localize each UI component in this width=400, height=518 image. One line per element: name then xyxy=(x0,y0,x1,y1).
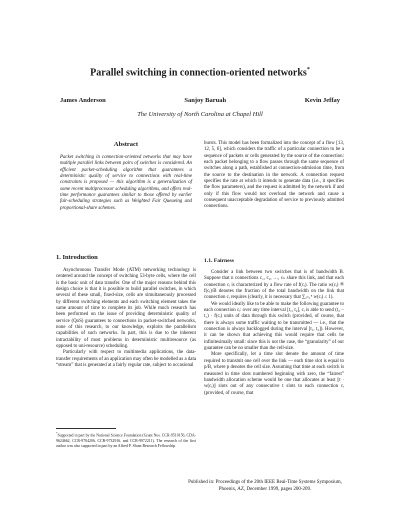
body-paragraph: More specifically, let a time slot denote the amount of time required to transmit one cell over the link — each time slot is equal to p/B, where p denotes the cell size. Assuming that time at each switch is measured in time slots numbered beginning with zero, the “fairest” bandwidth allocation scheme would be one that allocates at least ⌊t · w(cᵢ)⌋ slots out of any consecutive t slots to each connection cᵢ (provided, of course, that xyxy=(204,352,344,396)
body-paragraph: Consider a link between two switches that is of bandwidth B. Suppose that n connections c₁, c₂, …, cₙ share this link, and that each connection cᵢ is characterized by a flow rate of f(cᵢ). The ratio w(cᵢ) ≝ f(cᵢ)/B denotes the fraction of the total bandwidth on the link that connection cᵢ requires (clearly, it is necessary that ∑ᵢ₌₁ⁿ w(cᵢ) ≤ 1). xyxy=(204,270,344,301)
paper-title-text: Parallel switching in connection-oriented networks xyxy=(90,67,307,79)
author-name: James Anderson xyxy=(60,97,106,104)
section-heading-introduction: 1. Introduction xyxy=(56,254,98,261)
introduction-paragraph: Particularly with respect to multimedia applications, the data-transfer requirements of an application may often be modelled as a data “stream” that is generated at a fairly regular rate, subject to occasional xyxy=(56,350,197,369)
introduction-body xyxy=(56,268,196,370)
footnote-marker: * xyxy=(56,431,58,435)
publication-note-line: Phoenix, AZ, December 1999, pages 200-209. xyxy=(218,486,312,492)
publication-note xyxy=(150,480,380,493)
publication-note-line: Published in: Proceedings of the 20th IEEE Real-Time Systems Symposium, xyxy=(188,480,342,485)
subsection-heading-fairness: 1.1. Fairness xyxy=(204,258,234,264)
abstract-text: Packet switching in connection-oriented networks that may have multiple parallel links between pairs of switches is considered. An efficient packet-scheduling algorithm that guarantees a deterministic quality of service to connections with real-time constraints is proposed — this algorithm is a generalization of some recent multiprocessor scheduling algorithms, and offers real-time performance guarantees similar to those offered by earlier fair-scheduling strategies such as Weighted Fair Queueing and proportional-share schemes. xyxy=(60,155,192,211)
author-list xyxy=(60,97,340,104)
author-name: Sanjoy Baruah xyxy=(184,97,227,104)
footnote xyxy=(56,431,196,449)
introduction-paragraph: Asynchronous Transfer Mode (ATM) networking technology is centered around the concept of switching 53-byte cells, where the cell is the basic unit of data transfer. One of the major reasons behind this design choice is that it is possible to build parallel switches, in which several of these small, fixed-size, cells are simultaneously processed by different switching elements and each switching element takes the same amount of time to complete its job. While much research has been performed on the issue of providing deterministic quality of service (QoS) guarantees to connections in packet-switched networks, none of this research, to our knowledge, exploits the parallelism capabilities of such networks. In part, this is due to the inherent intractability of most problems in deterministic multiresource (as opposed to uni-resource) scheduling. xyxy=(56,268,196,350)
body-paragraph: We would ideally like to be able to make the following guarantee to each connection cᵢ: over any time interval [t₁, t₂], cᵢ is able to send (t₂ − t₁) · f(cᵢ) units of data through this switch (provided, of course, that there is always some traffic waiting to be transmitted — i.e., that the connection is always backlogged during the interval [t₁, t₂]). However, it can be shown that achieving this would require that cells be infinitesimally small: since this is not the case, the “granularity” of our guarantee can be no smaller than the cell-size. xyxy=(204,301,344,352)
author-name: Kevin Jeffay xyxy=(304,97,340,104)
paper-title xyxy=(20,67,380,78)
body-paragraph: bursts. This model has been formalized into the concept of a flow [13, 12, 5, 6], which considers the traffic of a particular connection to be a sequence of packets or cells generated by the source of the connection: each packet belonging to a flow passes through the same sequence of switches along a path, established at connection-admission time, from the source to the destination in the network. A connection request specifies the rate at which it intends to generate data (i.e., it specifies the flow parameters), and the request is admitted by the network if and only if this flow would not overload the network and cause a consequent unacceptable degradation of service to previously admitted connections. xyxy=(204,141,344,210)
footnote-rule xyxy=(56,428,116,429)
title-footnote-marker: * xyxy=(306,67,310,73)
author-affiliation: The University of North Carolina at Chapel Hill xyxy=(137,111,263,118)
abstract-heading: Abstract xyxy=(113,141,139,148)
footnote-text: Supported in part by the National Science Foundation (Grant Nos. CCR-9510156, CDA-9624662, CCR-9704206, CCR-9732916, and CCR-9972211). The research of the first author was also supported in part by an Alfred P. Sloan Research Fellowship. xyxy=(56,433,196,448)
fairness-body xyxy=(204,270,344,397)
right-column-continuation xyxy=(204,141,344,211)
